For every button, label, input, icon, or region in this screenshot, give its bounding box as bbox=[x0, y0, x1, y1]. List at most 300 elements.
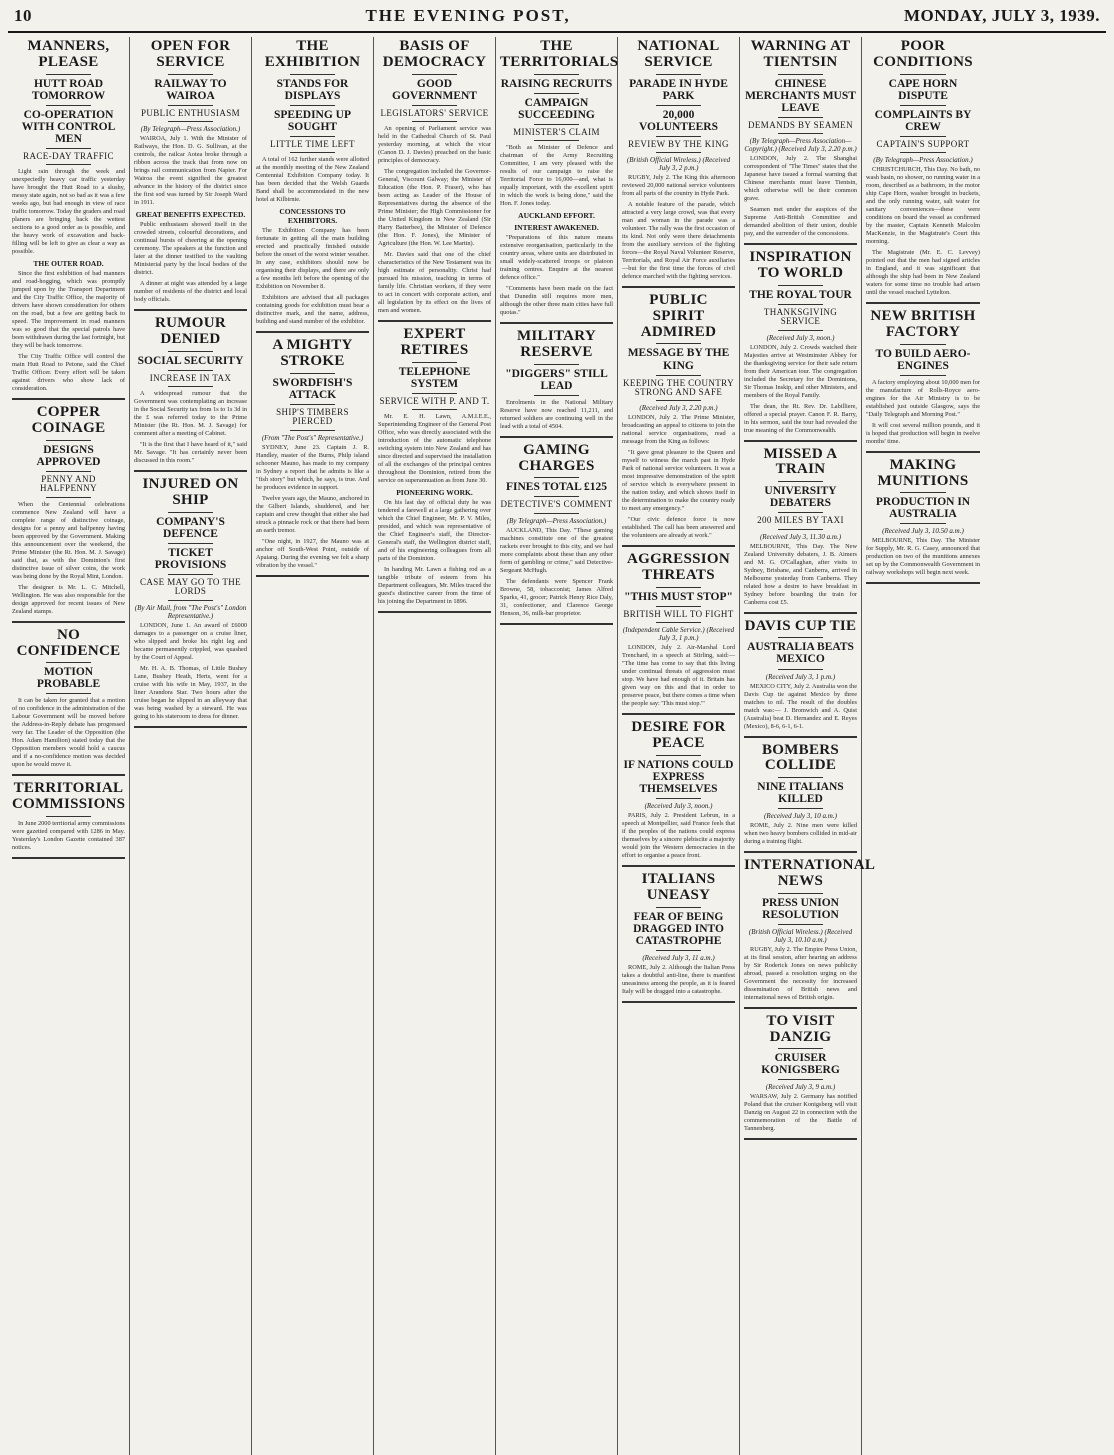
sub-headline: CHINESE MERCHANTS MUST LEAVE bbox=[745, 77, 856, 114]
headline-rule bbox=[534, 496, 579, 497]
sub-headline: FINES TOTAL £125 bbox=[506, 481, 607, 494]
article-paragraph: LONDON, July 2. Air-Marshal Lord Trenchard, in a speech at Stirling, said:— "The time has come to say that this living under continual threats of aggression must stop. We have had enough of it. Britain has given way on this and that in order to preserve peace, but there comes a time when the people say: 'This must stop.'" bbox=[622, 644, 735, 708]
headline-rule bbox=[778, 777, 823, 778]
article-paragraph: The Exhibition Company has been fortunate in getting all the main building erected and practically finished outside before the onset of the worst winter weather. In any case, exhibitors should now be organising their displays, and there are only a few months left before the opening of the Exhibition on November 8. bbox=[256, 227, 369, 291]
headline-rule bbox=[46, 105, 91, 106]
headline-rule bbox=[534, 93, 579, 94]
article-paragraph: On his last day of official duty he was tendered a farewell at a large gathering over which the Chief Engineer, Mr. P. V. Miles, presided, and which was representative of the Chief Engineer's staff, the Director-General's staff, the Wellington district staff, and of his engineering colleagues from all parts of the Dominion. bbox=[378, 499, 491, 563]
sub-headline: RAISING RECRUITS bbox=[500, 77, 613, 90]
headline: RUMOUR DENIED bbox=[155, 315, 226, 347]
headline-rule bbox=[290, 136, 335, 137]
sub-headline: INCREASE IN TAX bbox=[149, 372, 232, 383]
article-paragraph: "Both as Minister of Defence and chairman of the Army Recruiting Committee, I am very pleased with the results of our campaign to raise the Territorial Force to 16,000—and, what is equally important, with the excellent spirit in which the work is being done," said the Hon. F. Jones today. bbox=[500, 144, 613, 208]
article-paragraph: "It is the first that I have heard of it," said Mr. Savage. "It has certainly never been discussed in this room." bbox=[134, 441, 247, 465]
sub-headline: 200 MILES BY TAXI bbox=[757, 515, 844, 526]
article-paragraph: In June 2000 territorial army commissions were gazetted compared with 1286 in May. Yesterday's London Gazette contained 387 notices. bbox=[12, 819, 125, 851]
section-subhead: CONCESSIONS TO EXHIBITORS. bbox=[279, 207, 346, 226]
article-paragraph: It can be taken for granted that a motion of no confidence in the administration of the Labour Government will be moved before the Address-in-Reply debate has progressed very far. The Leader of the Opposition (the Hon. Adam Hamilton) stated today that the Opposition members would hold a caucus and if a no-confidence motion was decided upon he would move it. bbox=[12, 697, 125, 769]
sub-headline: SERVICE WITH P. AND T. bbox=[379, 395, 490, 406]
headline: INSPIRATION TO WORLD bbox=[749, 249, 852, 281]
headline: MANNERS, PLEASE bbox=[27, 38, 110, 70]
headline: PUBLIC SPIRIT ADMIRED bbox=[640, 292, 717, 340]
sub-headline: GOOD GOVERNMENT bbox=[392, 77, 477, 102]
headline-rule bbox=[900, 375, 946, 376]
sub-headline: PRESS UNION RESOLUTION bbox=[761, 896, 839, 921]
sub-headline: CASE MAY GO TO THE LORDS bbox=[139, 576, 242, 597]
article-paragraph: Enrolments in the National Military Reserve have now reached 11,211, and returned soldiers are continuing well in the lead with a total of 4504. bbox=[500, 398, 613, 430]
article-paragraph: CHRISTCHURCH, This Day. No bath, no wash basin, no shower, no running water in a room, described as a bathroom, in the motor ship Cape Horn, washer brought in buckets, and the only running water, salt water for sanitary conveniences—these were conditions on board the vessel as confirmed by the master, Captain Kenneth Malcolm MacKenzie, in the Magistrate's Court this morning. bbox=[866, 166, 980, 246]
headline: EXPERT RETIRES bbox=[400, 326, 469, 358]
headline: BOMBERS COLLIDE bbox=[761, 741, 840, 774]
headline-rule bbox=[534, 477, 579, 478]
headline-rule bbox=[168, 512, 213, 513]
article-paragraph: Mr. E. H. Lawn, A.M.I.E.E., Superintending Engineer of the General Post Office, who was directly associated with the introduction of the automatic telephone switching system into New Zealand and has since directed and supervised the installation of all the exchanges of the principal centres throughout the Dominion, retired from the service on superannuation as from June 30. bbox=[378, 413, 491, 485]
article-paragraph: MELBOURNE, This Day. The Minister for Supply, Mr. R. G. Casey, announced that production on two of the munitions annexes set up by the Commonwealth Government in railway workshops will begin next week. bbox=[866, 537, 980, 577]
headline-rule bbox=[778, 669, 823, 670]
article-paragraph: "One night, in 1927, the Mauno was at anchor off South-West Point, outside of Apaiang. During the evening we felt a sharp vibration by the vessel." bbox=[256, 537, 369, 569]
article-divider bbox=[744, 612, 857, 614]
article-paragraph: Since the first exhibition of bad manners and road-hogging, which was promptly jumped upon by the Transport Department and the City Traffic Office, the majority of drivers have shown consideration for others on the road, but a few are getting back to speed. The improvement in road manners was so good that the special patrols have been withdrawn during the last fortnight, but they will be back tomorrow. bbox=[12, 270, 125, 350]
headline-rule bbox=[534, 395, 579, 396]
dateline: (Received July 3, 10 a.m.) bbox=[764, 812, 837, 821]
column-6 bbox=[618, 37, 740, 1455]
headline-rule bbox=[778, 304, 823, 305]
sub-headline: FEAR OF BEING DRAGGED INTO CATASTROPHE bbox=[633, 910, 724, 947]
headline-rule bbox=[656, 74, 701, 75]
headline-rule bbox=[656, 755, 701, 756]
article-paragraph: MELBOURNE, This Day. The New Zealand University debaters, J. B. Aimers and M. G. O'Callaghan, after visits to Sydney, Brisbane, and Canberra, arrived in Melbourne yesterday from Canberra. They related how a desire to have breakfast in Sydney before boarding the train for Canberra cost £5. bbox=[744, 542, 857, 606]
headline: DESIRE FOR PEACE bbox=[631, 719, 726, 752]
article-paragraph: "Preparations of this nature means extensive reorganisation, particularly in the country areas, where units are distributed in small widely-scattered troops or platoon training centres. Enquire at the nearest defence office." bbox=[500, 234, 613, 282]
headline-rule bbox=[534, 140, 579, 141]
article-paragraph: It will cost several million pounds, and it is hoped that production will begin in twelve months' time. bbox=[866, 421, 980, 445]
article-divider bbox=[134, 726, 247, 728]
headline-rule bbox=[656, 105, 701, 106]
article-divider bbox=[744, 1138, 857, 1140]
article-divider bbox=[744, 851, 857, 853]
headline-rule bbox=[168, 74, 213, 75]
dateline: (British Official Wireless.) (Received July 3, 2 p.m.) bbox=[626, 156, 731, 173]
article bbox=[378, 327, 491, 613]
article-paragraph: The congregation included the Governor-General, Viscount Galway; the Minister of Education (the Hon. P. Fraser), who has been acting as Leader of the House of Representatives during the absence of the Prime Minister; the High Commissioner for the United Kingdom in New Zealand (Sir Harry Batterbee), the Minister of Defence (the Hon. F. Jones), the Minister of Agriculture (the Hon. W. Lee Martin). bbox=[378, 168, 491, 248]
sub-headline: MOTION PROBABLE bbox=[36, 666, 101, 691]
headline-rule bbox=[900, 523, 946, 524]
article bbox=[622, 552, 735, 715]
sub-headline: LEGISLATORS' SERVICE bbox=[380, 107, 489, 118]
sub-headline: RACE-DAY TRAFFIC bbox=[23, 150, 114, 161]
article-paragraph: "Our civic defence force is now established. The call has been answered and the volunteers are already at work." bbox=[622, 516, 735, 540]
article-paragraph: RUGBY, July 2. The King this afternoon reviewed 20,000 national service volunteers from all parts of the country in Hyde Park. bbox=[622, 174, 735, 198]
sub-headline: KEEPING THE COUNTRY STRONG AND SAFE bbox=[623, 377, 734, 397]
article-paragraph: ROME, July 2. Although the Italian Press takes a doubtful anti-line, there is manifest uneasiness among the people, as it is feared Italy will be dragged into a catastrophe. bbox=[622, 963, 735, 995]
headline-rule bbox=[412, 362, 457, 363]
headline-rule bbox=[412, 74, 457, 75]
dateline: (By Telegraph—Press Association.) bbox=[873, 156, 973, 165]
article bbox=[134, 39, 247, 311]
headline: NATIONAL SERVICE bbox=[637, 38, 720, 70]
article-paragraph: SYDNEY, June 23. Captain J. R. Handley, master of the Burns, Philp island schooner Mauno, has made to my company in Sydney a report that he admits is like a "fish story" but which, he says, is true. And he produces evidence in support. bbox=[256, 443, 369, 491]
article-paragraph: AUCKLAND, This Day. "These gaming machines constitute one of the greatest rackets ever brought to this city, and we had more complaints about these than any other form of gambling or crime," said Detective-Sergeant McHugh. bbox=[500, 526, 613, 574]
columns bbox=[8, 37, 1106, 1455]
headline-rule bbox=[778, 117, 823, 118]
headline: AGGRESSION THREATS bbox=[626, 551, 731, 584]
sub-headline: SWORDFISH'S ATTACK bbox=[272, 376, 353, 401]
article-paragraph: Exhibitors are advised that all packages containing goods for exhibition must bear a distinctive mark, and the name, address, building and stand number of the exhibitor. bbox=[256, 294, 369, 326]
headline: BASIS OF DEMOCRACY bbox=[382, 38, 487, 70]
headline-rule bbox=[778, 808, 823, 809]
article-divider bbox=[12, 398, 125, 400]
headline-rule bbox=[46, 148, 91, 149]
headline: THE EXHIBITION bbox=[264, 38, 361, 70]
article-paragraph: The dean, the Rt. Rev. Dr. Labilliere, offered a special prayer. Canon F. R. Barry, in his sermon, said the tour had revealed the true meaning of the Commonwealth. bbox=[744, 402, 857, 434]
article-paragraph: PARIS, July 2. President Lebrun, in a speech at Montpellier, said France feels that if the peoples of the nations could express themselves by a sincere plebiscite a majority would join the Western democracies in the effort to organise a peace front. bbox=[622, 812, 735, 860]
headline-rule bbox=[534, 124, 579, 125]
article bbox=[622, 39, 735, 288]
article-divider bbox=[256, 575, 369, 577]
headline: INJURED ON SHIP bbox=[142, 476, 239, 508]
article bbox=[744, 743, 857, 854]
dateline: (Independent Cable Service.) (Received July 3, 1 p.m.) bbox=[622, 626, 735, 643]
article bbox=[134, 477, 247, 728]
headline-rule bbox=[900, 105, 946, 106]
sub-headline: DEMANDS BY SEAMEN bbox=[748, 119, 853, 130]
sub-headline: REVIEW BY THE KING bbox=[628, 138, 729, 149]
headline-rule bbox=[656, 400, 701, 401]
section-subhead: INTEREST AWAKENED. bbox=[514, 223, 599, 233]
dateline: (By Air Mail, from "The Post's" London Representative.) bbox=[134, 603, 247, 620]
headline-rule bbox=[168, 121, 213, 122]
article bbox=[744, 857, 876, 1009]
dateline: (From "The Post's" Representative.) bbox=[261, 433, 364, 442]
article-paragraph: "Comments have been made on the fact that Dunedin still requires more men, although the other three main cities have full quotas." bbox=[500, 285, 613, 317]
headline: TO VISIT DANZIG bbox=[766, 1012, 835, 1045]
headline-rule bbox=[46, 164, 91, 165]
headline-rule bbox=[412, 105, 457, 106]
article-paragraph: RUGBY, July 2. The Empire Press Union, at its final session, after hearing an address by Sir Roderick Jones on news publicity abroad, passed a resolution urging on the Government the necessity for increased dissemination of British news and international news of British origin. bbox=[744, 945, 857, 1001]
headline-rule bbox=[412, 393, 457, 394]
article bbox=[866, 458, 980, 585]
article-paragraph: The Magistrate (Mr. E. C. Levvey) pointed out that the men had signed articles in England, and it was significant that although the ship had been in New Zealand waters for some time no trouble had arisen until the vessel reached Lyttelton. bbox=[866, 249, 980, 297]
headline-rule bbox=[656, 587, 701, 588]
headline: MAKING MUNITIONS bbox=[877, 456, 969, 489]
sub-headline: AUSTRALIA BEATS MEXICO bbox=[747, 641, 854, 666]
headline: TERRITORIAL COMMISSIONS bbox=[12, 780, 126, 813]
sub-headline: 20,000 VOLUNTEERS bbox=[638, 108, 718, 133]
sub-headline: PUBLIC ENTHUSIASM bbox=[140, 107, 241, 118]
sub-headline: THANKSGIVING SERVICE bbox=[763, 306, 838, 327]
section-subhead: PIONEERING WORK. bbox=[396, 488, 473, 498]
article bbox=[12, 781, 125, 859]
headline: COPPER COINAGE bbox=[31, 404, 106, 436]
headline: INTERNATIONAL NEWS bbox=[744, 857, 876, 889]
dateline: (Received July 3, 9 a.m.) bbox=[765, 1083, 836, 1092]
article bbox=[744, 250, 857, 441]
column-2 bbox=[130, 37, 252, 1455]
article bbox=[12, 628, 125, 777]
sub-headline: TICKET PROVISIONS bbox=[154, 546, 227, 571]
headline-rule bbox=[46, 74, 91, 75]
article-paragraph: An opening of Parliament service was held in the Cathedral Church of St. Paul yesterday morning, at which the vicar (Canon D. J. Davies) preached on the basic principles of democracy. bbox=[378, 125, 491, 165]
sub-headline: IF NATIONS COULD EXPRESS THEMSELVES bbox=[623, 758, 734, 796]
sub-headline: BRITISH WILL TO FIGHT bbox=[623, 609, 734, 619]
dateline: (Received July 3, 1 p.m.) bbox=[765, 672, 836, 681]
headline: MILITARY RESERVE bbox=[516, 328, 597, 360]
article-paragraph: WARSAW, July 2. Germany has notified Poland that the cruiser Konigsberg will visit Danzig on August 22 in connection with the commemoration of the Battle of Tannenberg. bbox=[744, 1093, 857, 1133]
sub-headline: "THIS MUST STOP" bbox=[624, 590, 733, 603]
article-paragraph: Mr. H. A. B. Thomas, of Little Bushey Lane, Bushey Heath, Herts, went for a cruise with his wife in May, 1937, in the liner Arandora Star. Two hours after the cruise began he slipped in an alleyway that was being washed by a steward. He was going to his stateroom to dress for dinner. bbox=[134, 664, 247, 720]
sub-headline: CRUISER KONIGSBERG bbox=[761, 1052, 840, 1077]
sub-headline: STANDS FOR DISPLAYS bbox=[276, 77, 349, 102]
headline-rule bbox=[46, 497, 91, 498]
headline-rule bbox=[168, 600, 213, 601]
sub-headline: TELEPHONE SYSTEM bbox=[398, 365, 471, 390]
article-divider bbox=[134, 470, 247, 472]
article-paragraph: A notable feature of the parade, which attracted a very large crowd, was that every man and woman in the parade was a volunteer. The rally was the first occasion of its kind. Not only were there detachments from the auxiliary services of the fighting forces—the Royal Naval Volunteer Reserve, Territorials, and Royal Air Force auxiliaries—but for the first time the forces of civil defence marched with the fighting services. bbox=[622, 201, 735, 281]
headline-rule bbox=[290, 373, 335, 374]
headline-rule bbox=[656, 606, 701, 607]
issue-date: MONDAY, JULY 3, 1939. bbox=[904, 6, 1100, 25]
article-paragraph: Public enthusiasm showed itself in the crowded streets, colourful decorations, and continual bursts of cheering at the opening ceremony. The speakers at the function and later at the dinner testified to the vaulting Ministerial party by the local bodies of the district. bbox=[134, 221, 247, 277]
headline-rule bbox=[168, 370, 213, 371]
headline-rule bbox=[168, 543, 213, 544]
headline-rule bbox=[656, 950, 701, 951]
headline-rule bbox=[534, 364, 579, 365]
article bbox=[744, 1014, 857, 1141]
headline-rule bbox=[778, 529, 823, 530]
article-paragraph: The City Traffic Office will control the main Hutt Road to Petone, said the Chief Traffic Officer. Every effort will be taken against drivers who show lack of consideration. bbox=[12, 353, 125, 393]
headline-rule bbox=[46, 471, 91, 472]
headline: ITALIANS UNEASY bbox=[641, 871, 716, 903]
sub-headline: PARADE IN HYDE PARK bbox=[629, 77, 728, 102]
sub-headline: HUTT ROAD TOMORROW bbox=[31, 77, 106, 102]
sub-headline: CAPTAIN'S SUPPORT bbox=[876, 138, 970, 149]
dateline: (Received July 3, 2.20 p.m.) bbox=[639, 404, 718, 413]
headline-rule bbox=[778, 330, 823, 331]
headline: WARNING AT TIENTSIN bbox=[750, 38, 851, 70]
column-1 bbox=[8, 37, 130, 1455]
article-divider bbox=[866, 302, 980, 304]
column-5 bbox=[496, 37, 618, 1455]
article-paragraph: The designer is Mr. L. C. Mitchell, Wellington. He was also responsible for the design approved for recent issues of New Zealand stamps. bbox=[12, 583, 125, 615]
dateline: (Received July 3, 11.30 a.m.) bbox=[759, 532, 842, 541]
article bbox=[256, 338, 369, 577]
article bbox=[866, 39, 980, 304]
headline-rule bbox=[900, 344, 946, 345]
article-divider bbox=[378, 611, 491, 613]
sub-headline: MESSAGE BY THE KING bbox=[627, 347, 730, 372]
headline-rule bbox=[778, 893, 823, 894]
article-divider bbox=[378, 320, 491, 322]
headline: A MIGHTY STROKE bbox=[272, 337, 353, 369]
dateline: (Received July 3, 11 a.m.) bbox=[642, 953, 715, 962]
article bbox=[256, 39, 369, 333]
article-divider bbox=[134, 309, 247, 311]
sub-headline: CO-OPERATION WITH CONTROL MEN bbox=[21, 108, 116, 145]
headline-rule bbox=[534, 513, 579, 514]
newspaper-title: THE EVENING POST, bbox=[365, 6, 571, 25]
headline-rule bbox=[778, 285, 823, 286]
article-divider bbox=[622, 713, 735, 715]
headline-rule bbox=[46, 816, 91, 817]
headline: NEW BRITISH FACTORY bbox=[870, 308, 976, 340]
headline: THE TERRITORIALS bbox=[500, 38, 619, 70]
article-divider bbox=[744, 1007, 857, 1009]
sub-headline: DETECTIVE'S COMMENT bbox=[500, 499, 613, 510]
article-paragraph: LONDON, June 1. An award of £6000 damages to a passenger on a cruise liner, who slipped and broke his right leg and became permanently crippled, was quashed by the Court of Appeal. bbox=[134, 621, 247, 661]
article-paragraph: Seamen met under the auspices of the Supreme Anti-British Committee and demanded abolition of their union, double pay, and the surrender of the concessions. bbox=[744, 206, 857, 238]
dateline: (By Telegraph—Press Association—Copyright.) (Received July 3, 2.20 p.m.) bbox=[744, 137, 857, 154]
headline: NO CONFIDENCE bbox=[16, 626, 121, 659]
headline-rule bbox=[900, 152, 946, 153]
headline-rule bbox=[46, 440, 91, 441]
headline-rule bbox=[778, 133, 823, 134]
headline-rule bbox=[290, 105, 335, 106]
article bbox=[622, 293, 735, 547]
sub-headline: "DIGGERS" STILL LEAD bbox=[505, 367, 608, 392]
headline-rule bbox=[778, 637, 823, 638]
headline-rule bbox=[900, 492, 946, 493]
headline-rule bbox=[778, 512, 823, 513]
headline-rule bbox=[290, 74, 335, 75]
article-divider bbox=[12, 774, 125, 776]
sub-headline: COMPLAINTS BY CREW bbox=[874, 108, 972, 133]
sub-headline: MINISTER'S CLAIM bbox=[513, 126, 600, 137]
headline-rule bbox=[656, 343, 701, 344]
article-paragraph: WAIROA, July 1. With the Minister of Railways, the Hon. D. G. Sullivan, at the controls, the railcar Aotea broke through a ribbon across the track that from now on brings rail communication from Napier. For Wairoa the event signified the greatest advance in the history of the district since the first sod was turned by Sir Joseph Ward in 1911. bbox=[134, 135, 247, 207]
section-subhead: THE OUTER ROAD. bbox=[33, 259, 104, 269]
headline-rule bbox=[778, 481, 823, 482]
article-paragraph: LONDON, July 2. The Prime Minister, broadcasting an appeal to citizens to join the national service organisations, read a message from the King as follows: bbox=[622, 414, 735, 446]
headline: DAVIS CUP TIE bbox=[744, 617, 857, 634]
article-divider bbox=[744, 243, 857, 245]
headline: OPEN FOR SERVICE bbox=[150, 38, 231, 70]
section-subhead: GREAT BENEFITS EXPECTED. bbox=[135, 210, 246, 220]
dateline: (British Official Wireless.) (Received July 3, 10.10 a.m.) bbox=[748, 927, 853, 944]
headline-rule bbox=[656, 152, 701, 153]
article bbox=[500, 38, 619, 324]
headline-rule bbox=[46, 662, 91, 663]
section-subhead: AUCKLAND EFFORT. bbox=[518, 211, 595, 221]
article-paragraph: When the Centennial celebrations commence New Zealand will have a complete range of distinctive coinage, designs for a penny and halfpenny having been approved by the Government. Making this announcement over the weekend, the Prime Minister (the Rt. Hon. M. J. Savage) said that, as with the Dominion's first distinctive issue of silver coins, the work was being done by the Royal Mint, London. bbox=[12, 500, 125, 580]
article bbox=[866, 309, 980, 453]
headline-rule bbox=[778, 1048, 823, 1049]
dateline: (Received July 3, noon.) bbox=[766, 333, 835, 342]
headline-rule bbox=[656, 622, 701, 623]
column-4 bbox=[374, 37, 496, 1455]
article-divider bbox=[622, 865, 735, 867]
headline-rule bbox=[168, 105, 213, 106]
sub-headline: PRODUCTION IN AUSTRALIA bbox=[875, 496, 971, 521]
article-paragraph: ROME, July 2. Nine men were killed when two heavy bombers collided in mid-air during a training flight. bbox=[744, 822, 857, 846]
sub-headline: CAPE HORN DISPUTE bbox=[888, 77, 958, 102]
headline: MISSED A TRAIN bbox=[763, 445, 838, 478]
headline-rule bbox=[656, 798, 701, 799]
headline-rule bbox=[778, 924, 823, 925]
article-divider bbox=[500, 436, 613, 438]
sub-headline: PENNY AND HALFPENNY bbox=[39, 473, 98, 494]
headline-rule bbox=[290, 152, 335, 153]
dateline: (By Telegraph—Press Association.) bbox=[140, 125, 241, 134]
headline-rule bbox=[656, 375, 701, 376]
article-divider bbox=[500, 322, 613, 324]
article-paragraph: A factory employing about 10,000 men for the manufacture of Rolls-Royce aero-engines for the Air Ministry is to be established just outside Glasgow, says the "Daily Telegraph and Morning Post." bbox=[866, 378, 980, 418]
column-3 bbox=[252, 37, 374, 1455]
sub-headline: UNIVERSITY DEBATERS bbox=[764, 485, 837, 510]
article bbox=[378, 39, 491, 322]
sub-headline: SOCIAL SECURITY bbox=[137, 354, 244, 367]
headline-rule bbox=[168, 574, 213, 575]
dateline: (Received July 3, 10.50 a.m.) bbox=[882, 527, 964, 536]
article-paragraph: "It gave great pleasure to the Queen and myself to witness the march past in Hyde Park of national service volunteers. It was a most impressive demonstration of the spirit of service which is everywhere present in the nation today, and which shows itself in the determination to make the country ready to meet any emergency." bbox=[622, 449, 735, 513]
dateline: (By Telegraph—Press Association.) bbox=[506, 516, 607, 525]
article-divider bbox=[744, 736, 857, 738]
headline-rule bbox=[412, 121, 457, 122]
article-divider bbox=[866, 582, 980, 584]
headline: GAMING CHARGES bbox=[518, 441, 595, 474]
headline-rule bbox=[656, 136, 701, 137]
article-paragraph: A total of 162 further stands were allotted at the monthly meeting of the New Zealand Centennial Exhibition Company today. It has been decided that the Welsh Guards Band shall be accommodated in the new hotel at Kilbirnie. bbox=[256, 156, 369, 204]
headline: POOR CONDITIONS bbox=[873, 38, 973, 70]
article bbox=[12, 39, 125, 400]
headline-rule bbox=[656, 907, 701, 908]
headline-rule bbox=[778, 1079, 823, 1080]
article-divider bbox=[500, 623, 613, 625]
article-paragraph: Mr. Davies said that one of the chief characteristics of the New Testament was its high estimate of personality. Christ had pursued his mission, teaching in terms of family life. Christian workers, if they were to act in concert with corporate action, and all legislation by its effect on the lives of men and women. bbox=[378, 251, 491, 315]
headline-rule bbox=[168, 351, 213, 352]
article-paragraph: MEXICO CITY, July 2. Australia won the Davis Cup tie against Mexico by three matches to nil. The result of the doubles match was:— J. Bromwich and A. Quist (Australia) beat D. Hernandez and E. Reyes (Mexico), 8-6, 6-1, 6-1. bbox=[744, 682, 857, 730]
sub-headline: LITTLE TIME LEFT bbox=[270, 138, 355, 149]
column-8 bbox=[862, 37, 984, 1455]
headline-rule bbox=[412, 409, 457, 410]
headline-rule bbox=[534, 74, 579, 75]
article bbox=[744, 447, 857, 614]
article-divider bbox=[866, 451, 980, 453]
sub-headline: CAMPAIGN SUCCEEDING bbox=[518, 96, 595, 121]
article bbox=[134, 316, 247, 472]
article bbox=[622, 872, 735, 1003]
article-divider bbox=[12, 621, 125, 623]
sub-headline: SHIP'S TIMBERS PIERCED bbox=[276, 406, 349, 427]
headline-rule bbox=[290, 404, 335, 405]
article bbox=[622, 720, 735, 867]
headline-rule bbox=[290, 430, 335, 431]
headline-rule bbox=[778, 74, 823, 75]
article-paragraph: A widespread rumour that the Government was contemplating an increase in the Social Security tax from 1s to 1s 3d in the £ was referred today to the Prime Minister (the Rt. Hon. M. J. Savage) for comment after a meeting of Cabinet. bbox=[134, 390, 247, 438]
sub-headline: SPEEDING UP SOUGHT bbox=[274, 108, 351, 133]
article-divider bbox=[622, 1001, 735, 1003]
sub-headline: RAILWAY TO WAIROA bbox=[154, 77, 227, 102]
article-paragraph: The defendants were Spencer Frank Browne, 58, tobacconist; James Alfred Sparks, 41, grocer; Patrick Henry Rice Daly, 31, confectioner, and Clarence George Henson, 36, milk-bar proprietor. bbox=[500, 577, 613, 617]
article-divider bbox=[622, 545, 735, 547]
sub-headline: DESIGNS APPROVED bbox=[36, 443, 101, 468]
article bbox=[744, 39, 857, 245]
sub-headline: TO BUILD AERO-ENGINES bbox=[875, 347, 971, 372]
column-7 bbox=[740, 37, 876, 1455]
article-paragraph: LONDON, July 2. Crowds watched their Majesties arrive at Westminster Abbey for the thanksgiving service for their safe return from their American tour. The congregation included the Secretary for the Dominions, Sir Thomas Inskip, and other Ministers, and members of the Royal Family. bbox=[744, 343, 857, 399]
article-paragraph: Twelve years ago, the Mauno, anchored in the Gilbert Islands, shuddered, and her captain and crew thought that either she had struck a pinnacle rock or that there had been an earth tremor. bbox=[256, 494, 369, 534]
dateline: (Received July 3, noon.) bbox=[644, 802, 713, 811]
article-divider bbox=[256, 331, 369, 333]
article-paragraph: A dinner at night was attended by a large number of residents of the district and local body officials. bbox=[134, 280, 247, 304]
article bbox=[500, 443, 613, 625]
article-paragraph: LONDON, July 2. The Shanghai correspondent of "The Times" states that the Japanese have issued a formal warning that Chinese merchants must leave Tientsin, which otherwise will be their common grave. bbox=[744, 155, 857, 203]
article bbox=[744, 619, 857, 738]
headline-rule bbox=[46, 693, 91, 694]
sub-headline: NINE ITALIANS KILLED bbox=[757, 781, 844, 806]
article-paragraph: Light rain through the week and unexpectedly heavy car traffic yesterday have brought the Hutt Road to a slushy, messy state again, not so bad as it was a few weeks ago, but bad enough in view of race traffic tomorrow. Today the graders and road planers are bringing back the wettest sections to a good order as is possible, and the heavy work of excavation and back-filling will be left to give as clear a way as possible. bbox=[12, 168, 125, 256]
headline-rule bbox=[900, 136, 946, 137]
masthead bbox=[8, 6, 1106, 33]
